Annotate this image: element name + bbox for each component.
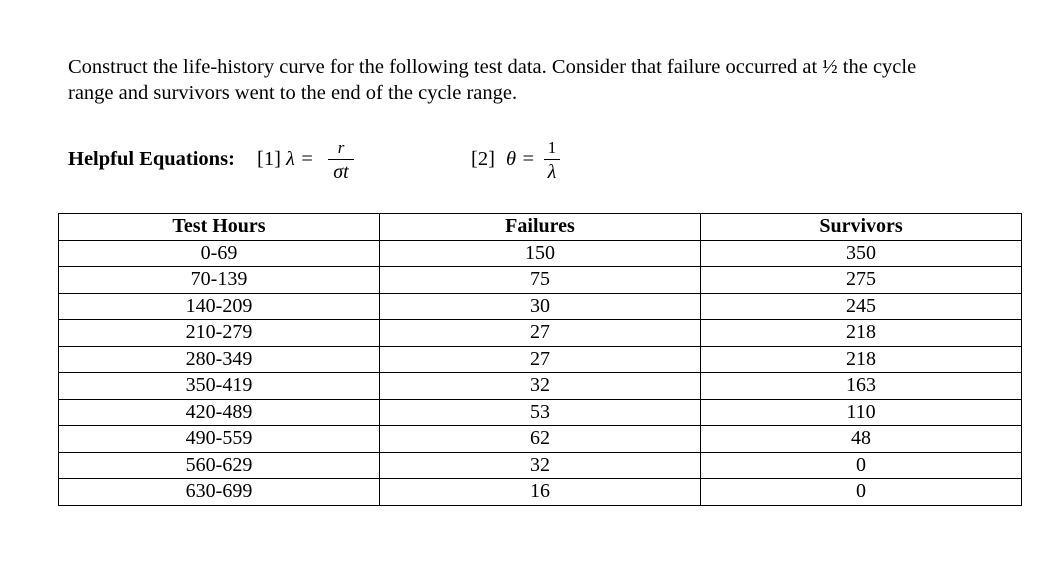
cell-failures: 62 (380, 426, 701, 453)
cell-failures: 16 (380, 479, 701, 506)
header-test-hours: Test Hours (59, 214, 380, 241)
cell-failures: 150 (380, 240, 701, 267)
cell-test-hours: 210-279 (59, 320, 380, 347)
cell-test-hours: 280-349 (59, 346, 380, 373)
cell-test-hours: 0-69 (59, 240, 380, 267)
cell-failures: 27 (380, 346, 701, 373)
table-row (59, 426, 1022, 453)
helpful-equations (68, 138, 768, 198)
table-row (59, 399, 1022, 426)
table-header-row (59, 214, 1022, 241)
problem-line-1: Construct the life-history curve for the following test data. Consider that failure occurred at ½ the cycle (68, 56, 917, 78)
equation-2-lhs: θ = (506, 148, 536, 170)
equation-1-number: [1] (257, 148, 281, 170)
table-row (59, 320, 1022, 347)
table-row (59, 267, 1022, 294)
cell-test-hours: 490-559 (59, 426, 380, 453)
equation-2-fraction (544, 138, 560, 183)
equation-2-fraction-bar (544, 159, 560, 160)
cell-test-hours: 350-419 (59, 373, 380, 400)
equation-2-number: [2] (471, 148, 495, 170)
cell-survivors: 48 (701, 426, 1022, 453)
equation-2-denominator: λ (547, 161, 557, 183)
test-data-table (58, 213, 1022, 506)
cell-test-hours: 630-699 (59, 479, 380, 506)
cell-failures: 32 (380, 452, 701, 479)
cell-failures: 27 (380, 320, 701, 347)
equation-1-fraction (328, 138, 354, 183)
table-row (59, 479, 1022, 506)
cell-failures: 32 (380, 373, 701, 400)
table-row (59, 293, 1022, 320)
cell-survivors: 110 (701, 399, 1022, 426)
cell-test-hours: 70-139 (59, 267, 380, 294)
cell-failures: 30 (380, 293, 701, 320)
cell-test-hours: 560-629 (59, 452, 380, 479)
cell-failures: 53 (380, 399, 701, 426)
problem-line-2: range and survivors went to the end of the cycle range. (68, 82, 518, 104)
cell-survivors: 218 (701, 320, 1022, 347)
cell-test-hours: 140-209 (59, 293, 380, 320)
equation-2-numerator: 1 (547, 138, 557, 157)
header-survivors: Survivors (701, 214, 1022, 241)
header-failures: Failures (380, 214, 701, 241)
equation-1-fraction-bar (328, 159, 354, 160)
cell-test-hours: 420-489 (59, 399, 380, 426)
equation-1-numerator: r (337, 138, 345, 157)
problem-statement (68, 54, 1028, 106)
cell-survivors: 0 (701, 479, 1022, 506)
table-row (59, 373, 1022, 400)
cell-survivors: 350 (701, 240, 1022, 267)
cell-failures: 75 (380, 267, 701, 294)
cell-survivors: 275 (701, 267, 1022, 294)
table-row (59, 452, 1022, 479)
table-row (59, 240, 1022, 267)
equation-1-lhs: λ = (286, 148, 314, 170)
cell-survivors: 0 (701, 452, 1022, 479)
cell-survivors: 163 (701, 373, 1022, 400)
table-row (59, 346, 1022, 373)
equations-label: Helpful Equations: (68, 148, 235, 170)
cell-survivors: 245 (701, 293, 1022, 320)
equation-1-denominator: σt (333, 161, 349, 183)
cell-survivors: 218 (701, 346, 1022, 373)
